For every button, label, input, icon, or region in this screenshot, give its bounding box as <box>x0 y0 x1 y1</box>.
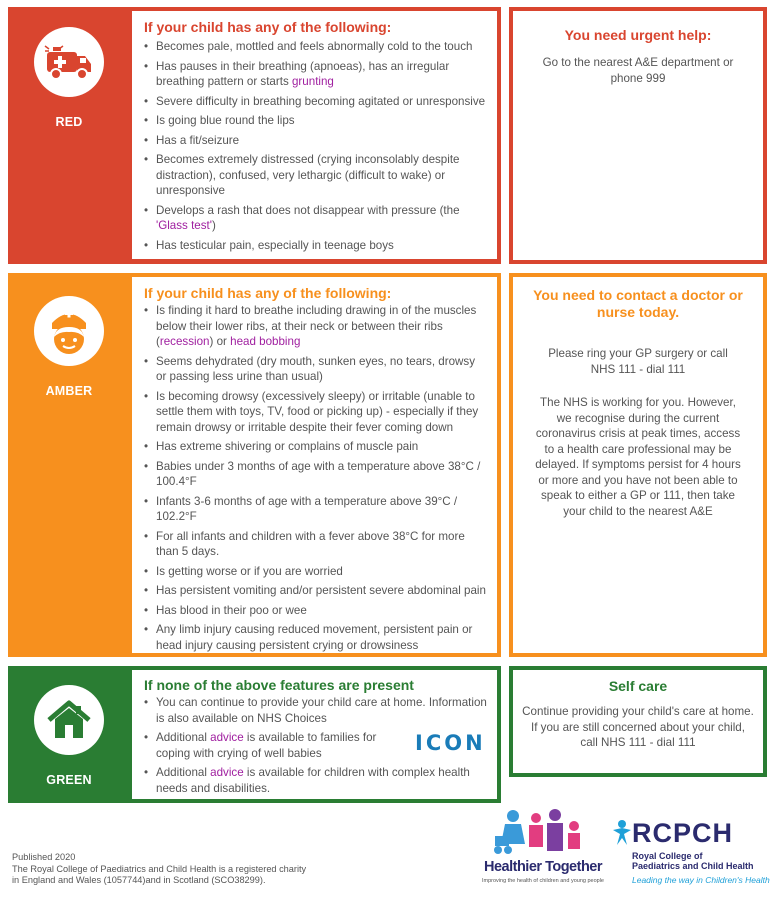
recession-link[interactable]: recession <box>159 335 210 348</box>
list-item: • Babies under 3 months of age with a temperature above 38°C / 100.4°F <box>144 459 487 490</box>
rcpch-line-2: Paediatrics and Child Health <box>632 861 754 871</box>
nurse-icon <box>34 296 104 366</box>
list-item: • Has testicular pain, especially in teenage boys <box>144 238 487 254</box>
list-item: • Has blood in their poo or wee <box>144 603 487 619</box>
publication-notice <box>12 852 306 887</box>
list-item: • You can continue to provide your child care at home. Information is also available on NHS Choices <box>144 695 487 726</box>
red-heading: If your child has any of the following: <box>144 19 392 35</box>
list-item: • Becomes pale, mottled and feels abnormally cold to the touch <box>144 39 487 55</box>
amber-action-heading: You need to contact a doctor or nurse today. <box>533 287 743 320</box>
list-item: • For all infants and children with a fever above 38°C for more than 5 days. <box>144 529 487 560</box>
red-action-panel <box>509 7 767 264</box>
amber-level-band <box>8 273 130 657</box>
grunting-link[interactable]: grunting <box>291 75 334 88</box>
red-action <box>513 11 763 260</box>
rcpch-logo[interactable] <box>612 818 772 890</box>
list-item: • Infants 3-6 months of age with a temperature above 39°C / 102.2°F <box>144 494 487 525</box>
rcpch-name: RCPCH <box>632 818 734 848</box>
icon-logo-text: ICON <box>415 731 486 755</box>
green-level-label: GREEN <box>46 773 92 787</box>
amber-heading: If your child has any of the following: <box>144 285 392 301</box>
red-action-text: Go to the nearest A&E department or phone 999 <box>542 56 734 85</box>
list-item: • Additional advice is available to families for coping with crying of well babies <box>144 730 487 761</box>
amber-action-panel <box>509 273 767 657</box>
head-bobbing-link[interactable]: head bobbing <box>230 335 301 348</box>
green-section <box>8 666 501 803</box>
green-action-panel <box>509 666 767 777</box>
red-criteria <box>132 11 497 259</box>
green-level-band <box>8 666 130 803</box>
rcpch-figure-icon <box>612 820 632 846</box>
rcpch-tagline: Leading the way in Children's Health <box>632 875 770 885</box>
amber-criteria <box>132 277 497 653</box>
red-list <box>144 39 487 253</box>
list-item: • Has a fit/seizure <box>144 133 487 149</box>
rcpch-line-1: Royal College of <box>632 851 703 861</box>
green-criteria <box>132 670 497 799</box>
icon-logo[interactable] <box>415 731 495 753</box>
green-heading: If none of the above features are present <box>144 677 414 693</box>
list-item: • Is going blue round the lips <box>144 113 487 129</box>
list-item: • Severe difficulty in breathing becoming agitated or unresponsive <box>144 94 487 110</box>
amber-section <box>8 273 501 657</box>
list-item: • Any limb injury causing reduced movement, persistent pain or head injury causing persistent crying or drowsiness <box>144 622 487 653</box>
amber-level-label: AMBER <box>45 384 93 398</box>
red-section <box>8 7 501 264</box>
list-item: • Develops a rash that does not disappear with pressure (the 'Glass test') <box>144 203 487 234</box>
green-action <box>513 670 763 773</box>
list-item: • Is becoming drowsy (excessively sleepy) or irritable (unable to settle them with toys, TV, food or picking up) - especially if they remain drowsy or irritable despite their fever coming down <box>144 389 487 436</box>
list-item: • Has extreme shivering or complains of muscle pain <box>144 439 487 455</box>
amber-list <box>144 303 487 653</box>
list-item: • Additional advice is available for children with complex health needs and disabilities. <box>144 765 487 796</box>
amber-action <box>513 277 763 653</box>
green-action-heading: Self care <box>608 678 668 694</box>
published-year: Published 2020 <box>12 852 76 862</box>
red-action-heading: You need urgent help: <box>564 27 712 43</box>
advice-link-crying[interactable]: advice <box>210 731 244 744</box>
glass-test-link[interactable]: 'Glass test' <box>156 219 212 232</box>
healthier-together-tagline: Improving the health of children and young people <box>481 878 604 884</box>
amber-action-text-2: The NHS is working for you. However, we recognise during the current coronavirus crisis at peak times, access to a health care professional may be delayed. If symptoms persist for 4 hours or more and you have not been able to speak to either a GP or 111, then take your child to the nearest A&E <box>535 396 741 518</box>
healthier-together-logo[interactable] <box>478 806 608 891</box>
red-level-label: RED <box>55 115 83 129</box>
healthier-together-name: Healthier Together <box>483 859 603 875</box>
list-item: • Has persistent vomiting and/or persistent severe abdominal pain <box>144 583 487 599</box>
red-level-band <box>8 7 130 264</box>
advice-link-complex-needs[interactable]: advice <box>210 766 244 779</box>
ambulance-icon <box>34 27 104 97</box>
charity-registration: in England and Wales (1057744)and in Scotland (SCO38299). <box>12 875 266 885</box>
amber-action-text-1: Please ring your GP surgery or call NHS 111 - dial 111 <box>548 347 728 376</box>
list-item: • Has pauses in their breathing (apnoeas), has an irregular breathing pattern or starts grunting <box>144 59 487 90</box>
house-icon <box>34 685 104 755</box>
charity-notice: The Royal College of Paediatrics and Child Health is a registered charity <box>12 863 307 874</box>
list-item: • Becomes extremely distressed (crying inconsolably despite distraction), confused, very lethargic (difficult to wake) or unresponsive <box>144 152 487 199</box>
green-action-text: Continue providing your child's care at home. If you are still concerned about your child, call NHS 111 - dial 111 <box>522 705 754 749</box>
family-icon <box>478 806 608 858</box>
list-item: • Seems dehydrated (dry mouth, sunken eyes, no tears, drowsy or passing less urine than usual) <box>144 354 487 385</box>
list-item: • Is finding it hard to breathe including drawing in of the muscles below their lower ribs, at their neck or between their ribs (recession) or head bobbing <box>144 303 487 350</box>
list-item: • Is getting worse or if you are worried <box>144 564 487 580</box>
